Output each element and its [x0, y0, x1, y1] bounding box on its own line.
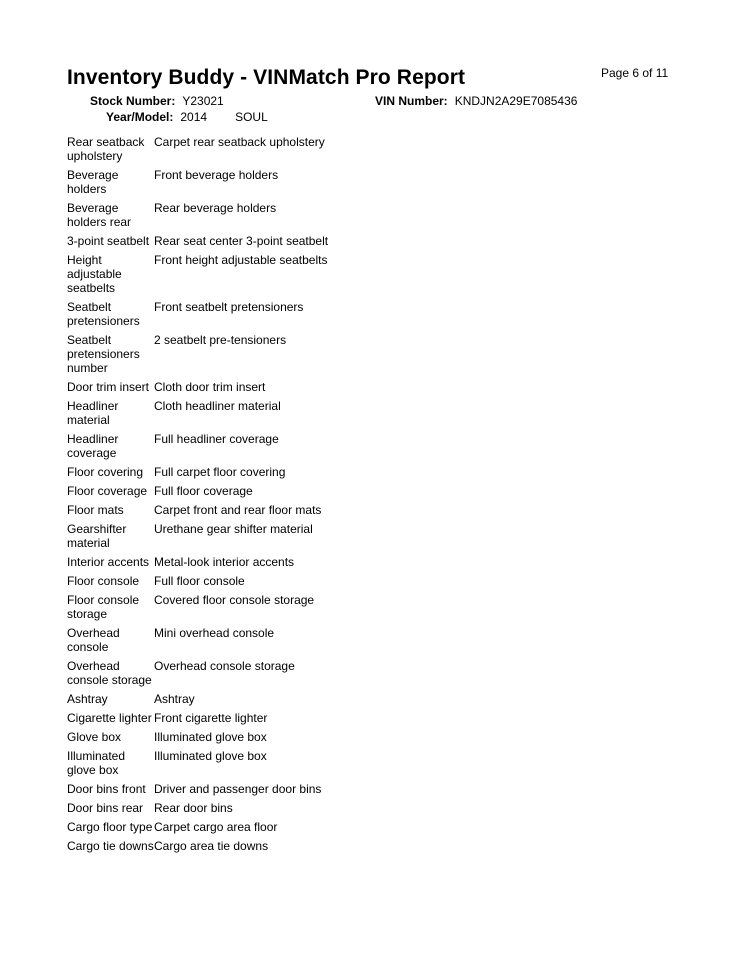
spec-label: Headliner coverage — [67, 432, 119, 460]
vin-number-row — [375, 94, 577, 108]
spec-row — [67, 818, 367, 837]
spec-table — [67, 133, 367, 856]
spec-row — [67, 837, 367, 856]
spec-value: Urethane gear shifter material — [154, 522, 313, 536]
stock-number-label: Stock Number: — [90, 94, 176, 108]
spec-value: Front cigarette lighter — [154, 711, 268, 725]
spec-value: Covered floor console storage — [154, 593, 315, 607]
spec-row — [67, 166, 367, 199]
spec-label: Floor console — [67, 574, 140, 588]
spec-value: Cloth headliner material — [154, 399, 281, 413]
spec-label: Seatbelt pretensioners — [67, 300, 140, 328]
spec-value: Mini overhead console — [154, 626, 275, 640]
spec-label: Overhead console — [67, 626, 120, 654]
spec-value: Illuminated glove box — [154, 730, 267, 744]
spec-value: Carpet front and rear floor mats — [154, 503, 322, 517]
spec-row — [67, 728, 367, 747]
spec-row — [67, 331, 367, 378]
stock-number-row — [90, 94, 224, 108]
spec-label: Height adjustable seatbelts — [67, 253, 122, 295]
spec-value: Front seatbelt pretensioners — [154, 300, 304, 314]
spec-label: Rear seatback upholstery — [67, 135, 145, 163]
spec-value: 2 seatbelt pre-tensioners — [154, 333, 287, 347]
spec-row — [67, 378, 367, 397]
page-number: Page 6 of 11 — [601, 66, 669, 80]
spec-row — [67, 232, 367, 251]
spec-label: Seatbelt pretensioners number — [67, 333, 140, 375]
spec-value: Rear door bins — [154, 801, 233, 815]
spec-row — [67, 397, 367, 430]
spec-label: Beverage holders rear — [67, 201, 132, 229]
spec-label: Floor console storage — [67, 593, 140, 621]
spec-label: Ashtray — [67, 692, 108, 706]
spec-value: Ashtray — [154, 692, 195, 706]
spec-value: Rear seat center 3-point seatbelt — [154, 234, 329, 248]
spec-label: Door bins rear — [67, 801, 144, 815]
spec-value: Carpet rear seatback upholstery — [154, 135, 325, 149]
spec-value: Full floor coverage — [154, 484, 253, 498]
spec-label: Beverage holders — [67, 168, 119, 196]
spec-row — [67, 799, 367, 818]
spec-row — [67, 572, 367, 591]
spec-label: Gearshifter material — [67, 522, 127, 550]
spec-value: Full headliner coverage — [154, 432, 279, 446]
spec-row — [67, 709, 367, 728]
stock-number-value: Y23021 — [182, 94, 224, 108]
spec-row — [67, 553, 367, 572]
spec-row — [67, 624, 367, 657]
spec-row — [67, 690, 367, 709]
spec-label: Overhead console storage — [67, 659, 152, 687]
year-model-row — [106, 110, 268, 124]
model-value: SOUL — [235, 110, 268, 124]
spec-label: Glove box — [67, 730, 122, 744]
spec-label: Door bins front — [67, 782, 146, 796]
spec-value: Overhead console storage — [154, 659, 295, 673]
spec-row — [67, 430, 367, 463]
spec-label: Headliner material — [67, 399, 119, 427]
spec-value: Driver and passenger door bins — [154, 782, 322, 796]
spec-row — [67, 501, 367, 520]
spec-value: Metal-look interior accents — [154, 555, 295, 569]
spec-label: Floor coverage — [67, 484, 148, 498]
spec-row — [67, 133, 367, 166]
spec-row — [67, 463, 367, 482]
spec-row — [67, 780, 367, 799]
spec-label: Cigarette lighter — [67, 711, 152, 725]
spec-label: Interior accents — [67, 555, 150, 569]
spec-value: Full floor console — [154, 574, 245, 588]
spec-label: Illuminated glove box — [67, 749, 126, 777]
spec-value: Cargo area tie downs — [154, 839, 269, 853]
spec-label: Cargo floor type — [67, 820, 153, 834]
vin-number-label: VIN Number: — [375, 94, 448, 108]
spec-label: Floor covering — [67, 465, 144, 479]
spec-value: Front beverage holders — [154, 168, 279, 182]
spec-value: Full carpet floor covering — [154, 465, 286, 479]
year-model-label: Year/Model: — [106, 110, 174, 124]
report-title: Inventory Buddy - VINMatch Pro Report — [67, 66, 466, 89]
vin-number-value: KNDJN2A29E7085436 — [454, 94, 578, 108]
spec-row — [67, 747, 367, 780]
spec-label: Cargo tie downs — [67, 839, 154, 853]
spec-row — [67, 251, 367, 298]
spec-row — [67, 657, 367, 690]
spec-value: Rear beverage holders — [154, 201, 277, 215]
year-value: 2014 — [180, 110, 208, 124]
spec-label: 3-point seatbelt — [67, 234, 150, 248]
spec-label: Floor mats — [67, 503, 124, 517]
spec-label: Door trim insert — [67, 380, 150, 394]
spec-row — [67, 520, 367, 553]
spec-value: Cloth door trim insert — [154, 380, 266, 394]
spec-row — [67, 482, 367, 501]
spec-row — [67, 591, 367, 624]
spec-row — [67, 199, 367, 232]
spec-row — [67, 298, 367, 331]
spec-value: Carpet cargo area floor — [154, 820, 278, 834]
spec-value: Front height adjustable seatbelts — [154, 253, 328, 267]
spec-value: Illuminated glove box — [154, 749, 267, 763]
